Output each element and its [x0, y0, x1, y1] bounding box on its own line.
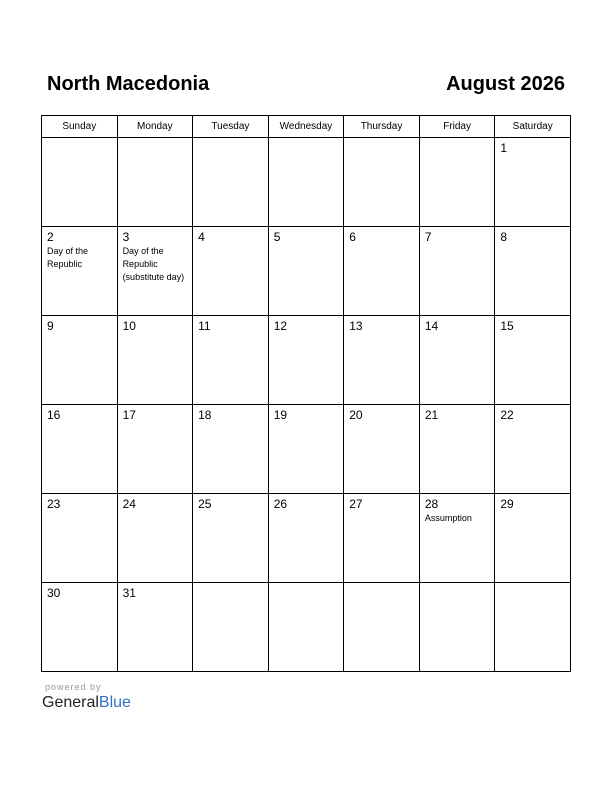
- day-cell: [344, 227, 420, 316]
- day-number: 4: [198, 230, 205, 244]
- day-cell: [419, 405, 495, 494]
- day-cell: [344, 583, 420, 672]
- day-cell: [344, 316, 420, 405]
- calendar-body: [42, 138, 571, 672]
- calendar-week-row: [42, 583, 571, 672]
- weekday-header-row: [42, 116, 571, 138]
- day-cell: [344, 138, 420, 227]
- day-cell: [268, 583, 344, 672]
- day-number: 31: [122, 586, 136, 600]
- day-cell: [495, 227, 571, 316]
- weekday-header: Saturday: [495, 116, 571, 138]
- day-cell: [42, 583, 118, 672]
- day-cell: [419, 227, 495, 316]
- day-number: 25: [198, 497, 212, 511]
- day-cell: [117, 138, 193, 227]
- day-number: 5: [273, 230, 281, 244]
- holiday-label: Assumption: [424, 513, 472, 523]
- day-number: 18: [198, 408, 212, 422]
- day-cell: [193, 583, 269, 672]
- holiday-label: Day of the Republic (substitute day): [122, 246, 185, 282]
- day-number: 12: [273, 319, 288, 333]
- day-cell: [117, 405, 193, 494]
- day-number: 13: [349, 319, 363, 333]
- day-cell: [495, 316, 571, 405]
- day-number: 6: [349, 230, 356, 244]
- day-cell: [193, 227, 269, 316]
- day-cell: [419, 494, 495, 583]
- day-number: 29: [500, 497, 514, 511]
- day-number: 23: [47, 497, 61, 511]
- day-cell: [419, 138, 495, 227]
- powered-by-label: powered by: [45, 682, 102, 692]
- weekday-header: Wednesday: [268, 116, 344, 138]
- day-cell: [495, 583, 571, 672]
- day-number: 1: [500, 141, 508, 155]
- day-cell: [344, 494, 420, 583]
- day-cell: [117, 316, 193, 405]
- day-cell: [193, 138, 269, 227]
- day-number: 19: [273, 408, 288, 422]
- month-year-title: August 2026: [446, 73, 565, 95]
- weekday-header: Friday: [419, 116, 495, 138]
- footer-logo: [42, 681, 131, 713]
- day-number: 14: [424, 319, 439, 333]
- day-number: 20: [349, 408, 363, 422]
- day-cell: [495, 405, 571, 494]
- weekday-header: Tuesday: [193, 116, 269, 138]
- calendar-grid: [41, 115, 571, 672]
- day-number: 22: [500, 408, 514, 422]
- day-cell: [42, 227, 118, 316]
- day-cell: [193, 316, 269, 405]
- day-cell: [42, 405, 118, 494]
- day-number: 26: [273, 497, 288, 511]
- calendar-week-row: [42, 138, 571, 227]
- day-cell: [268, 227, 344, 316]
- day-cell: [42, 138, 118, 227]
- day-number: 15: [500, 319, 514, 333]
- day-number: 24: [122, 497, 136, 511]
- day-number: 11: [198, 319, 211, 333]
- holiday-label: Day of the Republic: [47, 246, 89, 269]
- day-cell: [193, 494, 269, 583]
- country-title: North Macedonia: [47, 73, 210, 95]
- day-cell: [193, 405, 269, 494]
- day-cell: [344, 405, 420, 494]
- calendar-week-row: [42, 405, 571, 494]
- calendar-week-row: [42, 494, 571, 583]
- day-cell: [268, 138, 344, 227]
- brand-blue-text: Blue: [98, 694, 131, 711]
- day-cell: [117, 227, 193, 316]
- day-number: 28: [424, 497, 439, 511]
- day-cell: [117, 583, 193, 672]
- day-number: 17: [122, 408, 136, 422]
- day-cell: [42, 316, 118, 405]
- weekday-header: Monday: [117, 116, 193, 138]
- day-cell: [495, 138, 571, 227]
- day-number: 7: [424, 230, 432, 244]
- day-number: 10: [122, 319, 136, 333]
- day-number: 21: [424, 408, 439, 422]
- day-number: 9: [47, 319, 54, 333]
- day-number: 2: [47, 230, 54, 244]
- day-number: 16: [47, 408, 61, 422]
- day-cell: [117, 494, 193, 583]
- day-cell: [268, 405, 344, 494]
- weekday-header: Sunday: [42, 116, 118, 138]
- calendar-week-row: [42, 316, 571, 405]
- calendar-week-row: [42, 227, 571, 316]
- day-number: 27: [349, 497, 363, 511]
- weekday-header: Thursday: [344, 116, 420, 138]
- day-cell: [268, 316, 344, 405]
- brand-general-text: General: [42, 694, 99, 711]
- day-cell: [419, 316, 495, 405]
- day-cell: [42, 494, 118, 583]
- day-number: 3: [122, 230, 130, 244]
- day-cell: [268, 494, 344, 583]
- day-number: 8: [500, 230, 508, 244]
- day-cell: [495, 494, 571, 583]
- day-number: 30: [47, 586, 61, 600]
- brand-logo: [42, 693, 131, 713]
- day-cell: [419, 583, 495, 672]
